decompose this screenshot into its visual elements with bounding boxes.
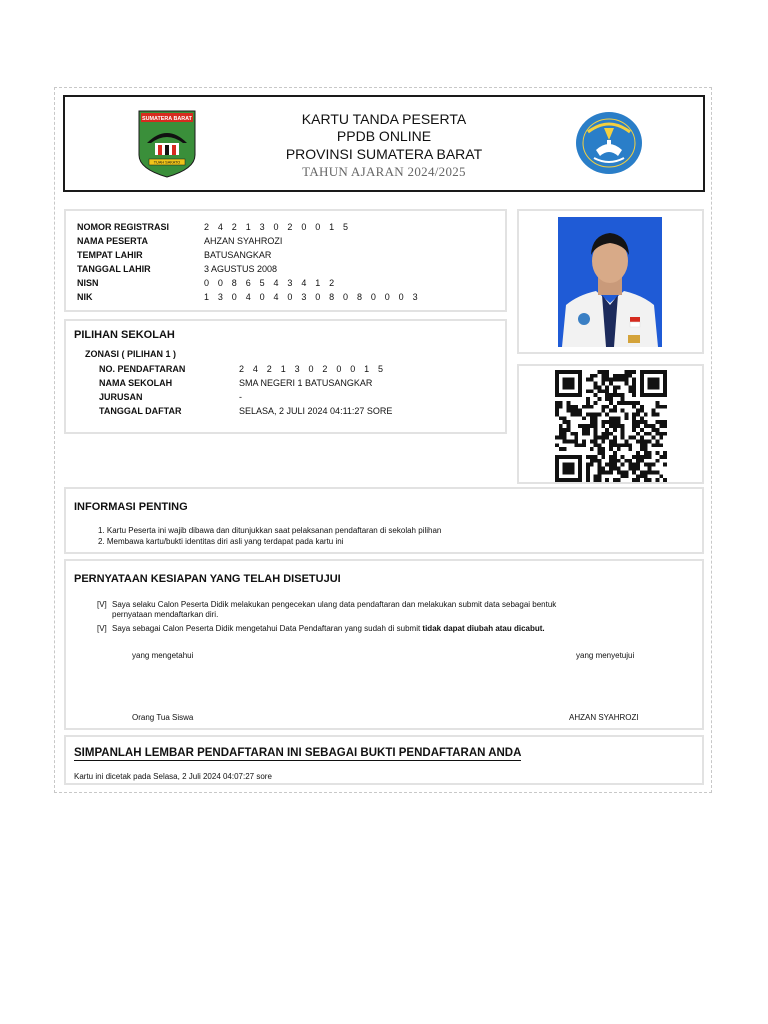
right-sign-name: AHZAN SYAHROZI <box>569 713 639 722</box>
identity-value: AHZAN SYAHROZI <box>204 236 283 246</box>
important-info-title: INFORMASI PENTING <box>74 501 188 513</box>
school-row-registration <box>99 362 499 376</box>
school-row-major <box>99 390 499 404</box>
header-title-line3: PROVINSI SUMATERA BARAT <box>285 146 483 162</box>
student-photo <box>558 217 662 347</box>
important-info-box <box>64 487 704 554</box>
statement-box <box>64 559 704 730</box>
card-header <box>63 95 705 192</box>
identity-label: TEMPAT LAHIR <box>77 250 143 260</box>
statement-item-2 <box>97 624 597 646</box>
header-academic-year: TAHUN AJARAN 2024/2025 <box>302 164 466 179</box>
statement-item-text <box>112 624 592 634</box>
school-value: SMA NEGERI 1 BATUSANGKAR <box>239 378 373 388</box>
svg-text:SUMATERA BARAT: SUMATERA BARAT <box>142 116 192 122</box>
statement-item-text: Saya selaku Calon Peserta Didik melakukan pengecekan ulang data pendaftaran dan melakukan submit data sebagai bentuk pernyataan mendaftarkan diri. <box>112 600 557 619</box>
identity-label: NAMA PESERTA <box>77 236 149 246</box>
school-choice-zone: ZONASI ( PILIHAN 1 ) <box>85 349 177 359</box>
identity-row-registration <box>77 220 497 234</box>
identity-row-nik <box>77 290 497 304</box>
school-choice-list <box>99 362 499 418</box>
right-sign-caption: yang menyetujui <box>576 651 635 660</box>
qr-code-icon <box>552 370 670 482</box>
checkmark-text: [V] <box>97 600 107 609</box>
qr-box <box>517 364 704 484</box>
identity-value: 2 4 2 1 3 0 2 0 0 1 5 <box>204 222 352 232</box>
identity-label: NISN <box>77 278 99 288</box>
left-sign-name: Orang Tua Siswa <box>132 713 194 722</box>
identity-label: TANGGAL LAHIR <box>77 264 151 274</box>
statement-item-plain: Saya sebagai Calon Peserta Didik mengetahui Data Pendaftaran yang sudah di submit <box>112 624 423 633</box>
identity-value: 0 0 8 6 5 4 3 4 1 2 <box>204 278 338 288</box>
important-info-list <box>98 525 441 547</box>
school-value: 2 4 2 1 3 0 2 0 0 1 5 <box>239 364 387 374</box>
identity-row-name <box>77 234 497 248</box>
identity-box <box>64 209 507 312</box>
footer-box <box>64 735 704 785</box>
identity-list <box>77 220 497 304</box>
tut-wuri-handayani-logo-icon <box>574 110 644 176</box>
school-row-name <box>99 376 499 390</box>
header-title-line2: PPDB ONLINE <box>336 128 432 144</box>
school-choice-title: PILIHAN SEKOLAH <box>74 329 175 341</box>
left-sign-caption: yang mengetahui <box>132 651 194 660</box>
school-label: TANGGAL DAFTAR <box>99 406 182 416</box>
identity-value: BATUSANGKAR <box>204 250 272 260</box>
identity-row-birthplace <box>77 248 497 262</box>
identity-value: 1 3 0 4 0 4 0 3 0 8 0 8 0 0 0 3 <box>204 292 421 302</box>
header-title-line1: KARTU TANDA PESERTA <box>301 111 467 127</box>
statement-item-1 <box>97 600 597 622</box>
identity-label: NOMOR REGISTRASI <box>77 222 170 232</box>
school-value: SELASA, 2 JULI 2024 04:11:27 SORE <box>239 406 393 416</box>
identity-row-nisn <box>77 276 497 290</box>
statement-item-bold: tidak dapat diubah atau dicabut. <box>422 624 545 633</box>
identity-value: 3 AGUSTUS 2008 <box>204 264 278 274</box>
important-info-item: 1. Kartu Peserta ini wajib dibawa dan ditunjukkan saat pelaksanan pendaftaran di sekolah pilihan <box>98 526 442 535</box>
photo-box <box>517 209 704 354</box>
important-info-item: 2. Membawa kartu/bukti identitas diri asli yang terdapat pada kartu ini <box>98 537 344 546</box>
printed-timestamp: Kartu ini dicetak pada Selasa, 2 Juli 2024 04:07:27 sore <box>74 772 272 781</box>
identity-row-birthdate <box>77 262 497 276</box>
school-label: NAMA SEKOLAH <box>99 378 173 388</box>
svg-text:TUAH SAKATO: TUAH SAKATO <box>153 160 181 165</box>
school-value: - <box>239 392 242 402</box>
school-label: NO. PENDAFTARAN <box>99 364 186 374</box>
school-label: JURUSAN <box>99 392 143 402</box>
statement-title: PERNYATAAN KESIAPAN YANG TELAH DISETUJUI <box>74 573 341 585</box>
checkmark-text: [V] <box>97 624 107 633</box>
school-choice-box <box>64 319 507 434</box>
identity-label: NIK <box>77 292 93 302</box>
school-row-date <box>99 404 499 418</box>
footer-title: SIMPANLAH LEMBAR PENDAFTARAN INI SEBAGAI BUKTI PENDAFTARAN ANDA <box>74 747 522 759</box>
